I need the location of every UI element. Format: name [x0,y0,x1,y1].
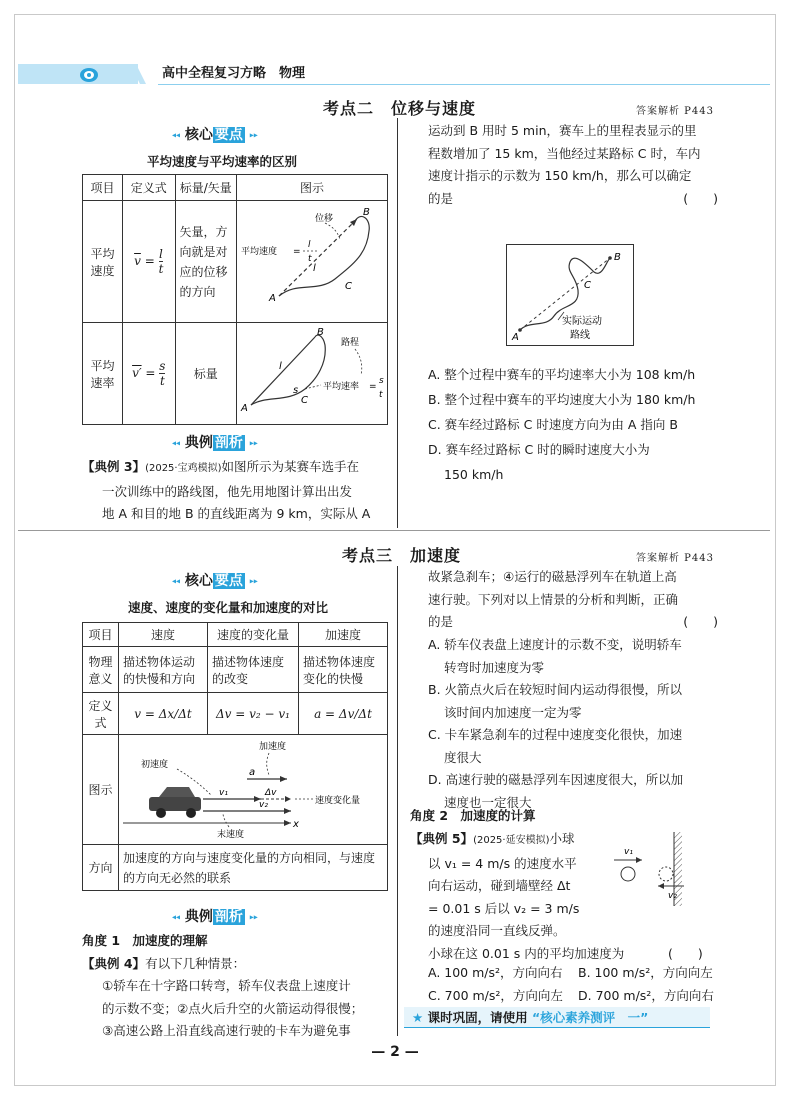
ex5-option-a[interactable]: A. 100 m/s²，方向向右 [428,965,563,980]
row1-item: 平均速度 [83,201,123,323]
star-icon: ★ [412,1010,424,1025]
svg-text:C: C [301,395,308,406]
option-d-cont: 150 km/h [444,467,504,482]
def-v: v = Δx/Δt [119,693,208,735]
ex4-option-d[interactable]: D. 高速行驶的磁悬浮列车因速度很大，所以加 [428,772,684,787]
svg-text:s: s [293,385,299,396]
meaning-a: 描述物体速度变化的快慢 [299,647,388,693]
option-d[interactable]: D. 赛车经过路标 C 时的瞬时速度大小为 [428,442,650,457]
header-title: 高中全程复习方略 物理 [162,66,306,81]
svg-text:Δv: Δv [265,788,277,798]
th-figure: 图示 [237,175,388,201]
svg-text:v₂: v₂ [668,891,677,901]
meaning-dv: 描述物体速度的改变 [208,647,299,693]
svg-text:a: a [249,767,256,778]
row2-formula: v′ = $\frac{s}{t}$ [122,323,175,425]
svg-text:B: B [363,207,370,218]
def-a: a = Δv/Δt [299,693,388,735]
practice-link[interactable]: “核心素养测评 一” [531,1010,649,1025]
svg-text:平均速率: 平均速率 [323,382,360,392]
svg-text:A: A [512,332,519,343]
example5-text: 【典例 5】(2025·延安模拟)小球 以 v₁ = 4 m/s 的速度水平 向右运动，碰到墙壁经 Δt = 0.01 s 后以 v₂ = 3 m/s 的速度沿同一直线反弹。 小球在这 0.01 s 内的平均加速度为 ( ) [410,831,703,961]
svg-text:B: B [614,252,621,263]
svg-text:B: B [317,327,324,338]
example3-options [428,362,718,487]
row1-figure [237,201,388,323]
svg-text:v₁: v₁ [624,847,633,857]
th-item: 项目 [83,175,123,201]
angle2-title: 角度 2 加速度的计算 [410,808,536,823]
svg-text:=: = [369,382,377,392]
option-c[interactable]: C. 赛车经过路标 C 时速度方向为由 A 指向 B [428,417,678,432]
svg-text:速度变化量: 速度变化量 [315,796,361,806]
svg-text:加速度: 加速度 [259,742,287,752]
row1-type: 矢量，方向就是对应的位移的方向 [175,201,236,323]
example3-text: 【典例 3】(2025·宝鸡模拟)如图所示为某赛车选手在 一次训练中的路线图，他先用地图计算出出发 地 A 和目的地 B 的直线距离为 9 km，实际从 A [82,459,371,521]
def-dv: Δv = v₂ − v₁ [208,693,299,735]
th2-velocity: 速度 [119,623,208,647]
ex4-option-a[interactable]: A. 轿车仪表盘上速度计的示数不变，说明轿车 [428,637,682,652]
svg-text:位移: 位移 [315,214,334,224]
th2-item: 项目 [83,623,119,647]
dir-text: 加速度的方向与速度变化量的方向相同，与速度的方向无必然的联系 [119,845,388,891]
ex4-option-b[interactable]: B. 火箭点火后在较短时间内运动得很慢，所以 [428,682,683,697]
table2-title: 速度、速度的变化量和加速度的对比 [128,600,329,615]
option-a[interactable]: A. 整个过程中赛车的平均速率大小为 108 km/h [428,367,696,382]
logo-icon [78,65,100,83]
svg-text:平均速度: 平均速度 [241,247,278,257]
section3-title: 考点三 加速度 [342,546,462,565]
ball-wall-figure [612,832,702,906]
th-formula: 定义式 [122,175,175,201]
example4-text: 角度 1 加速度的理解 【典例 4】有以下几种情景： ①轿车在十字路口转弯，轿车仪表盘上速度计 的示数不变；②点火后升空的火箭运动得很慢； ③高速公路上沿直线高速行驶的卡车为避免事 [82,930,392,1043]
svg-text:t: t [308,254,312,264]
svg-text:路线: 路线 [570,330,590,341]
dir-item: 方向 [83,845,119,891]
svg-text:末速度: 末速度 [217,830,245,840]
example5-options [428,962,718,1007]
def-item: 定义式 [83,693,119,735]
section2-answer-ref: 答案解析 P443 [636,106,714,117]
svg-text:C: C [345,281,352,292]
row2-type: 标量 [175,323,236,425]
ex4-option-c[interactable]: C. 卡车紧急刹车的过程中速度变化很快，加速 [428,727,683,742]
th2-dv: 速度的变化量 [208,623,299,647]
svg-text:路程: 路程 [341,338,360,348]
table-avg-velocity [82,174,388,425]
svg-text:A: A [241,403,248,414]
row2-item: 平均速率 [83,323,123,425]
race-route-figure [506,244,634,346]
angle1-title: 角度 1 加速度的理解 [82,933,208,948]
svg-text:v₂: v₂ [259,800,268,810]
acceleration-diagram [119,735,387,841]
ex5-option-c[interactable]: C. 700 m/s²，方向向左 [428,987,563,1003]
table1-title: 平均速度与平均速率的区别 [147,154,298,169]
svg-text:v₁: v₁ [219,788,228,798]
option-b[interactable]: B. 整个过程中赛车的平均速度大小为 180 km/h [428,392,696,407]
svg-text:A: A [269,293,276,304]
column-divider-1 [397,118,398,528]
section3-answer-ref: 答案解析 P443 [636,553,714,564]
example4-continued: 故紧急刹车；④运行的磁悬浮列车在轨道上高 速行驶。下列对以上情景的分析和判断，正确 的是 ( ) [428,569,718,629]
example-label-2: ◂◂ 典例 剖析 ▸▸ [172,909,258,925]
table-acceleration [82,622,388,891]
fig-item: 图示 [83,735,119,845]
example-label: ◂◂ 典例 剖析 ▸▸ [172,435,258,451]
column-divider-2 [397,566,398,1036]
section-rule [18,530,770,531]
svg-text:实际运动: 实际运动 [562,316,602,327]
avg-speed-diagram [237,323,387,421]
svg-text:t: t [379,390,383,400]
fig-cell [119,735,388,845]
th-type: 标量/矢量 [175,175,236,201]
svg-text:=: = [293,247,301,257]
svg-text:C: C [584,280,591,291]
meaning-item: 物理意义 [83,647,119,693]
row1-formula: $\overline{v}$ = $\frac{l}{t}$ [122,201,175,323]
avg-velocity-diagram [237,201,387,319]
svg-text:l: l [279,361,282,372]
ex5-option-d[interactable]: D. 700 m/s²，方向向右 [578,987,714,1003]
svg-text:x: x [293,819,299,830]
svg-text:初速度: 初速度 [141,760,169,770]
svg-text:l: l [313,263,316,274]
core-points-label-2: ◂◂ 核心 要点 ▸▸ [172,573,258,589]
ex5-option-b[interactable]: B. 100 m/s²，方向向左 [578,965,713,980]
header-line [158,84,770,85]
example3-continued: 运动到 B 用时 5 min，赛车上的里程表显示的里 程数增加了 15 km，当他经过某路标 C 时，车内 速度计指示的示数为 150 km/h，那么可以确定 的是 ( ) [428,123,718,206]
row2-figure [237,323,388,425]
meaning-v: 描述物体运动的快慢和方向 [119,647,208,693]
svg-text:s: s [379,376,384,386]
page-number: — 2 — [371,1044,419,1060]
practice-note: ★ 课时巩固，请使用 “核心素养测评 一” [412,1010,649,1025]
section2-title: 考点二 位移与速度 [323,99,477,118]
core-points-label: ◂◂ 核心 要点 ▸▸ [172,127,258,143]
svg-text:l: l [308,240,311,250]
header-stripes [118,64,158,84]
th2-acc: 加速度 [299,623,388,647]
example4-options: A. 轿车仪表盘上速度计的示数不变，说明轿车 转弯时加速度为零 B. 火箭点火后在较短时间内运动得很慢，所以 该时间内加速度一定为零 C. 卡车紧急刹车的过程中速度变化很快，加速 度很大 D. 高速行驶的磁悬浮列车因速度很大，所以加 速度也一定很大 [428,634,718,814]
